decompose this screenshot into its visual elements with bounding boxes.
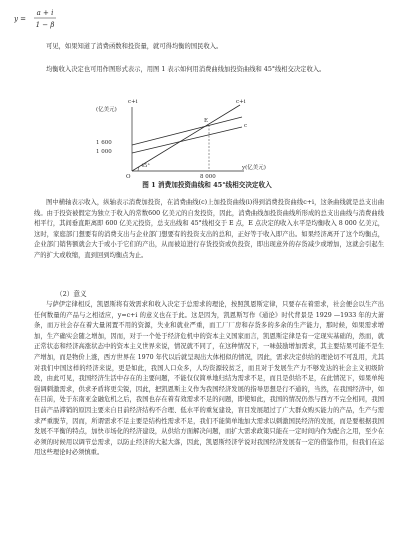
y-axis-label: c+i (128, 99, 138, 105)
section-heading: （2）意义 (56, 290, 87, 298)
y-tick-1600: 1 600 (96, 140, 112, 146)
figure-caption: 图 1 消费加投资曲线和 45°线相交决定收入 (142, 181, 272, 189)
angle-label: 45° (141, 163, 150, 169)
paragraph-1: 可见，如果知道了消费函数和投资量，就可得均衡的国民收入。 (46, 43, 223, 50)
formula-numerator: a + i (36, 9, 54, 17)
y-axis-unit: (亿美元) (96, 107, 117, 113)
origin-label: O (126, 174, 131, 180)
point-e-label: E (204, 118, 209, 124)
line-label-c: c (244, 123, 248, 129)
equilibrium-formula (14, 4, 134, 34)
y-tick-1000: 1 000 (96, 149, 112, 155)
45-degree-line (132, 105, 240, 171)
line-label-c-plus-i: c+i (236, 99, 246, 105)
x-axis-label: y(亿美元) (242, 165, 266, 171)
formula-denominator: 1 − β (35, 21, 55, 29)
x-tick-8000: 8 000 (200, 174, 216, 180)
paragraph-4: 与萨伊定律相反，凯恩斯将有效需求和收入决定于总需求的理论，按照凯恩斯定律，只要存在着需求，社会便会以生产出任何数量的产品与之相适应，y=c+i 的意义也在于此。这是因为，凯恩斯写作《通论》时代背景是 1929 —1933 年的大萧条，而万社会存在着大量闲置不用的资源，失业和就业严重，而工厂厂房和存货多的多余的生产能力，那时候，如果需求增加，生产确实会随之增加，因而，对于一个处于经济危机中的资本主义国家而言，凯恩斯定律是有一定现实基础的，然而，就正常状态和经济高涨状态中的资本主义世界来说，情况就不同了，在这种情况下，一味鼓励增加需求，其主要结果可能不是生产增加，而是物价上涨，西方世界在 1970 年代以后就呈现出大体相似的情况，因此，需求决定供给的理论切不可乱用，尤其对我们中国这样的经济来说，更是如此，我国人口众多，人均资源较贫乏，而且对于发展生产力不够发达的社会主义初级阶段，由此可见，我国经济生活中存在的主要问题，不能仅仅简单地归结为需求不足，而且是供给不足，在此情况下，如果单纯强调刺激需求，供求矛盾将更尖锐，因此，把凯恩斯主义作为我国经济发展的指导思想是行不通的，当然，在我国经济中，如在目前，处于东南亚金融危机之后，我国也存在着有效需求不足的问题，即使如此，我国的情况仍然与西方不完全相同，我国目前产品滞销的原因主要来自目前经济结构不合理、低水平的重复建设，盲目发展超过了广大群众购买能力的产品，生产与需求严重脱节，因而，所谓需求不足主要是结构性需求不足，我们不能简单地加大需求以刺激国民经济的发展，而是要根据我国发展不平衡的特点，加快市场化的经济建设，从供给方面解决问题，而扩大需求政策只能在一定时间内作为配合之用，至少在必须的时候用以调节总需求，以防止经济的大起大落，因此，凯恩斯经济学说对我国经济发展有一定的借鉴作用，但我们在运用这些理论时必须慎重。 (34, 301, 384, 457)
paragraph-3: 图中横轴表示收入，纵轴表示消费加投资，在消费曲线(c)上加投资曲线(i)得到消费投资曲线c+i，这条曲线就是总支出曲线。由于投资被假定为独立于收入的常数600 亿美元的自发投资，因此，消费曲线加投资曲线所形成的总支出曲线与消费曲线相平行，其间垂直距离即 600 亿美元投资，总支出线和 45°线相交于 E 点，E 点决定的收入水平是均衡收入 8 000 亿美元，这时，家庭部门想要有的消费支出与企业部门想要有的投资支出的总和，正好等于收入即产出。如果经济离开了这个均衡点，企业部门销售额就会大于或小于它们的产出，从而被迫进行存货投资或负投资，即出现意外的存货减少或增加，这就会引起生产的扩大或收缩，直到回到均衡点为止。 (34, 199, 384, 259)
formula-lhs: y = (14, 15, 27, 23)
figure-1 (92, 97, 322, 189)
paragraph-2: 均衡收入决定也可用作图形式表示，用图 1 表示如何用消费曲线加投资曲线和 45°线相交决定收入。 (46, 66, 326, 73)
